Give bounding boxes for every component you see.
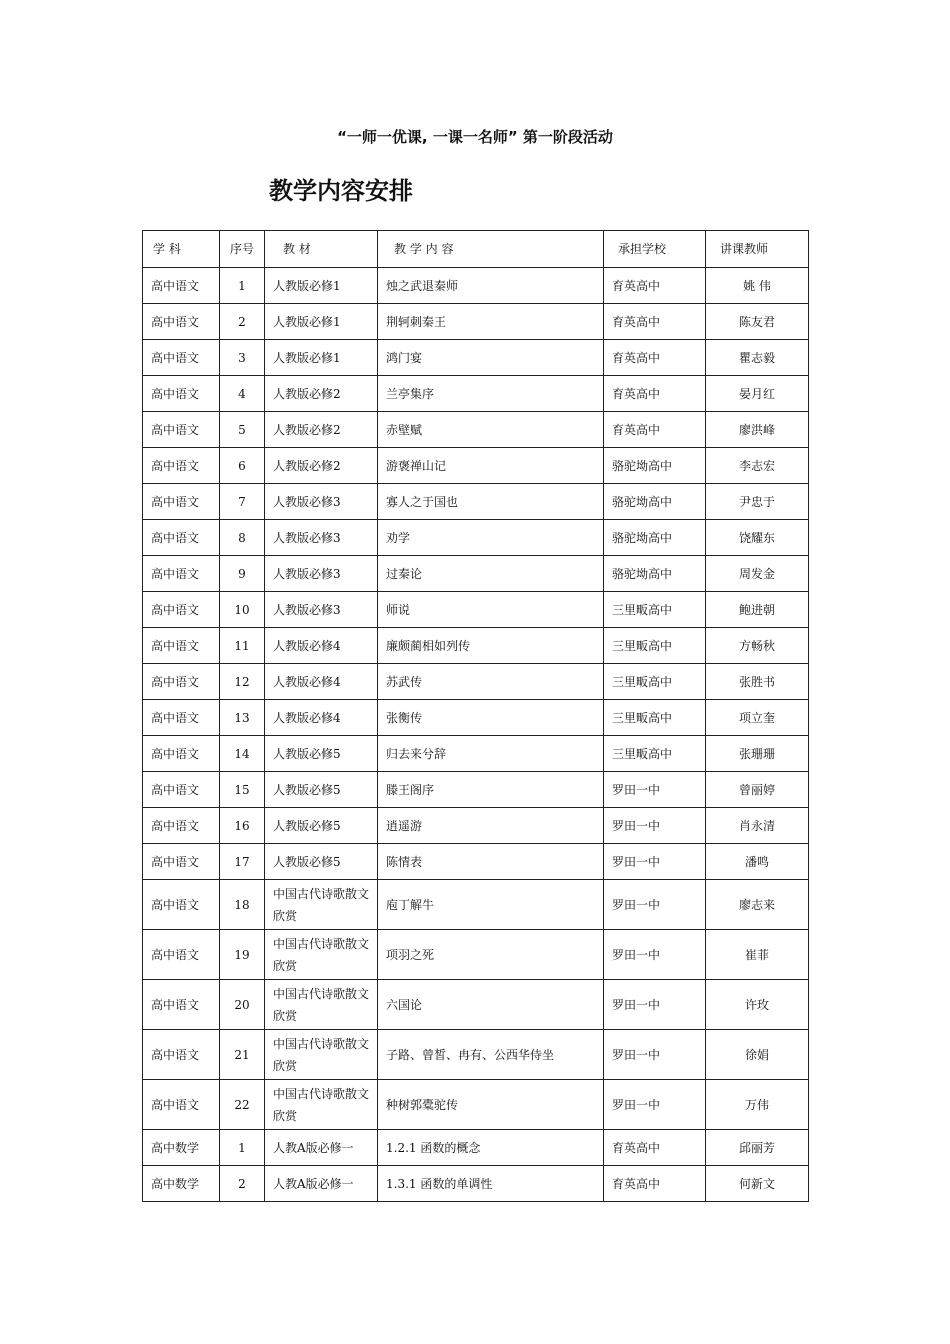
cell-subject: 高中语文 [143, 628, 220, 664]
table-row [143, 880, 809, 930]
cell-school: 罗田一中 [604, 980, 706, 1030]
cell-content: 六国论 [378, 980, 604, 1030]
cell-teacher: 邱丽芳 [706, 1130, 809, 1166]
cell-content: 寡人之于国也 [378, 484, 604, 520]
header-number: 序号 [220, 231, 265, 268]
cell-school: 骆驼坳高中 [604, 484, 706, 520]
cell-school: 三里畈高中 [604, 592, 706, 628]
cell-subject: 高中语文 [143, 736, 220, 772]
table-row [143, 844, 809, 880]
cell-teacher: 项立奎 [706, 700, 809, 736]
cell-number: 22 [220, 1080, 265, 1130]
table-row [143, 1080, 809, 1130]
table-row [143, 340, 809, 376]
cell-number: 14 [220, 736, 265, 772]
cell-number: 10 [220, 592, 265, 628]
cell-textbook: 人教版必修3 [265, 520, 378, 556]
cell-teacher: 肖永清 [706, 808, 809, 844]
table-row [143, 1166, 809, 1202]
cell-textbook: 人教版必修3 [265, 556, 378, 592]
table-row [143, 930, 809, 980]
cell-number: 5 [220, 412, 265, 448]
cell-content: 子路、曾皙、冉有、公西华侍坐 [378, 1030, 604, 1080]
cell-subject: 高中语文 [143, 520, 220, 556]
cell-subject: 高中语文 [143, 700, 220, 736]
cell-school: 育英高中 [604, 268, 706, 304]
table-row [143, 1130, 809, 1166]
cell-subject: 高中语文 [143, 808, 220, 844]
cell-number: 2 [220, 304, 265, 340]
cell-number: 19 [220, 930, 265, 980]
cell-textbook: 中国古代诗歌散文欣赏 [265, 980, 378, 1030]
cell-teacher: 瞿志毅 [706, 340, 809, 376]
table-row [143, 376, 809, 412]
cell-subject: 高中语文 [143, 844, 220, 880]
cell-subject: 高中数学 [143, 1130, 220, 1166]
cell-number: 20 [220, 980, 265, 1030]
cell-number: 18 [220, 880, 265, 930]
table-row [143, 268, 809, 304]
cell-subject: 高中语文 [143, 484, 220, 520]
cell-number: 7 [220, 484, 265, 520]
table-row [143, 772, 809, 808]
cell-school: 育英高中 [604, 340, 706, 376]
cell-content: 项羽之死 [378, 930, 604, 980]
cell-content: 兰亭集序 [378, 376, 604, 412]
cell-school: 骆驼坳高中 [604, 520, 706, 556]
cell-teacher: 廖志来 [706, 880, 809, 930]
cell-school: 三里畈高中 [604, 736, 706, 772]
cell-teacher: 许玫 [706, 980, 809, 1030]
cell-subject: 高中语文 [143, 1080, 220, 1130]
cell-school: 罗田一中 [604, 1030, 706, 1080]
cell-number: 3 [220, 340, 265, 376]
cell-subject: 高中语文 [143, 664, 220, 700]
cell-textbook: 中国古代诗歌散文欣赏 [265, 930, 378, 980]
cell-textbook: 人教版必修2 [265, 448, 378, 484]
cell-subject: 高中语文 [143, 980, 220, 1030]
cell-subject: 高中语文 [143, 880, 220, 930]
cell-school: 三里畈高中 [604, 628, 706, 664]
cell-teacher: 何新文 [706, 1166, 809, 1202]
cell-school: 育英高中 [604, 1166, 706, 1202]
cell-textbook: 人教版必修4 [265, 664, 378, 700]
cell-teacher: 姚 伟 [706, 268, 809, 304]
cell-content: 荆轲刺秦王 [378, 304, 604, 340]
table-row [143, 592, 809, 628]
cell-number: 11 [220, 628, 265, 664]
cell-content: 归去来兮辞 [378, 736, 604, 772]
cell-teacher: 饶耀东 [706, 520, 809, 556]
cell-textbook: 人教A版必修一 [265, 1130, 378, 1166]
cell-number: 2 [220, 1166, 265, 1202]
cell-textbook: 人教版必修2 [265, 376, 378, 412]
cell-textbook: 人教版必修1 [265, 340, 378, 376]
cell-school: 育英高中 [604, 1130, 706, 1166]
cell-subject: 高中语文 [143, 412, 220, 448]
cell-number: 8 [220, 520, 265, 556]
table-row [143, 448, 809, 484]
document-subtitle: “一师一优课, 一课一名师” 第一阶段活动 [337, 128, 613, 146]
cell-textbook: 中国古代诗歌散文欣赏 [265, 1030, 378, 1080]
cell-teacher: 陈友君 [706, 304, 809, 340]
cell-number: 6 [220, 448, 265, 484]
cell-school: 三里畈高中 [604, 700, 706, 736]
table-row [143, 808, 809, 844]
cell-number: 16 [220, 808, 265, 844]
cell-textbook: 人教版必修5 [265, 772, 378, 808]
cell-content: 庖丁解牛 [378, 880, 604, 930]
cell-school: 骆驼坳高中 [604, 556, 706, 592]
cell-number: 9 [220, 556, 265, 592]
schedule-table [142, 230, 809, 1202]
cell-teacher: 鲍进朝 [706, 592, 809, 628]
cell-content: 过秦论 [378, 556, 604, 592]
cell-school: 育英高中 [604, 376, 706, 412]
cell-textbook: 人教版必修1 [265, 304, 378, 340]
cell-teacher: 徐娟 [706, 1030, 809, 1080]
cell-subject: 高中语文 [143, 376, 220, 412]
table-row [143, 980, 809, 1030]
table-row [143, 736, 809, 772]
cell-school: 骆驼坳高中 [604, 448, 706, 484]
header-school: 承担学校 [604, 231, 706, 268]
cell-content: 1.3.1 函数的单调性 [378, 1166, 604, 1202]
cell-teacher: 崔菲 [706, 930, 809, 980]
cell-subject: 高中语文 [143, 268, 220, 304]
cell-subject: 高中语文 [143, 340, 220, 376]
cell-subject: 高中语文 [143, 930, 220, 980]
header-content: 教 学 内 容 [378, 231, 604, 268]
cell-teacher: 潘鸣 [706, 844, 809, 880]
cell-number: 21 [220, 1030, 265, 1080]
cell-content: 逍遥游 [378, 808, 604, 844]
cell-content: 劝学 [378, 520, 604, 556]
cell-number: 12 [220, 664, 265, 700]
cell-content: 种树郭橐驼传 [378, 1080, 604, 1130]
cell-teacher: 万伟 [706, 1080, 809, 1130]
table-row [143, 484, 809, 520]
cell-teacher: 晏月红 [706, 376, 809, 412]
cell-content: 苏武传 [378, 664, 604, 700]
cell-content: 师说 [378, 592, 604, 628]
cell-content: 游褒禅山记 [378, 448, 604, 484]
cell-subject: 高中语文 [143, 1030, 220, 1080]
table-row [143, 556, 809, 592]
cell-number: 1 [220, 268, 265, 304]
cell-subject: 高中语文 [143, 556, 220, 592]
schedule-table-body [143, 231, 809, 1202]
document-title: 教学内容安排 [269, 177, 413, 205]
cell-teacher: 李志宏 [706, 448, 809, 484]
table-row [143, 664, 809, 700]
cell-number: 1 [220, 1130, 265, 1166]
cell-textbook: 人教版必修5 [265, 808, 378, 844]
table-header-row [143, 231, 809, 268]
cell-content: 陈情表 [378, 844, 604, 880]
cell-teacher: 周发金 [706, 556, 809, 592]
cell-subject: 高中语文 [143, 448, 220, 484]
cell-school: 罗田一中 [604, 772, 706, 808]
cell-content: 鸿门宴 [378, 340, 604, 376]
cell-textbook: 中国古代诗歌散文欣赏 [265, 1080, 378, 1130]
table-row [143, 520, 809, 556]
cell-textbook: 人教版必修5 [265, 844, 378, 880]
cell-teacher: 曾丽婷 [706, 772, 809, 808]
cell-content: 廉颇蔺相如列传 [378, 628, 604, 664]
table-row [143, 700, 809, 736]
cell-textbook: 人教版必修2 [265, 412, 378, 448]
cell-school: 罗田一中 [604, 844, 706, 880]
cell-subject: 高中语文 [143, 592, 220, 628]
cell-content: 烛之武退秦师 [378, 268, 604, 304]
header-subject: 学 科 [143, 231, 220, 268]
cell-school: 罗田一中 [604, 880, 706, 930]
cell-number: 15 [220, 772, 265, 808]
cell-textbook: 人教版必修1 [265, 268, 378, 304]
cell-textbook: 人教版必修4 [265, 628, 378, 664]
header-textbook: 教 材 [265, 231, 378, 268]
cell-textbook: 人教版必修3 [265, 484, 378, 520]
cell-content: 张衡传 [378, 700, 604, 736]
cell-number: 4 [220, 376, 265, 412]
cell-subject: 高中语文 [143, 304, 220, 340]
cell-teacher: 廖洪峰 [706, 412, 809, 448]
cell-school: 罗田一中 [604, 930, 706, 980]
header-teacher: 讲课教师 [706, 231, 809, 268]
cell-school: 育英高中 [604, 304, 706, 340]
cell-textbook: 人教版必修4 [265, 700, 378, 736]
cell-teacher: 方畅秋 [706, 628, 809, 664]
table-row [143, 628, 809, 664]
cell-textbook: 人教版必修5 [265, 736, 378, 772]
cell-teacher: 张胜书 [706, 664, 809, 700]
cell-subject: 高中语文 [143, 772, 220, 808]
cell-school: 罗田一中 [604, 808, 706, 844]
cell-textbook: 人教版必修3 [265, 592, 378, 628]
table-row [143, 1030, 809, 1080]
cell-school: 育英高中 [604, 412, 706, 448]
cell-teacher: 尹忠于 [706, 484, 809, 520]
cell-textbook: 中国古代诗歌散文欣赏 [265, 880, 378, 930]
cell-school: 罗田一中 [604, 1080, 706, 1130]
cell-content: 赤壁赋 [378, 412, 604, 448]
table-row [143, 304, 809, 340]
cell-number: 13 [220, 700, 265, 736]
table-row [143, 412, 809, 448]
cell-teacher: 张珊珊 [706, 736, 809, 772]
cell-textbook: 人教A版必修一 [265, 1166, 378, 1202]
cell-subject: 高中数学 [143, 1166, 220, 1202]
cell-content: 1.2.1 函数的概念 [378, 1130, 604, 1166]
cell-number: 17 [220, 844, 265, 880]
cell-content: 滕王阁序 [378, 772, 604, 808]
cell-school: 三里畈高中 [604, 664, 706, 700]
